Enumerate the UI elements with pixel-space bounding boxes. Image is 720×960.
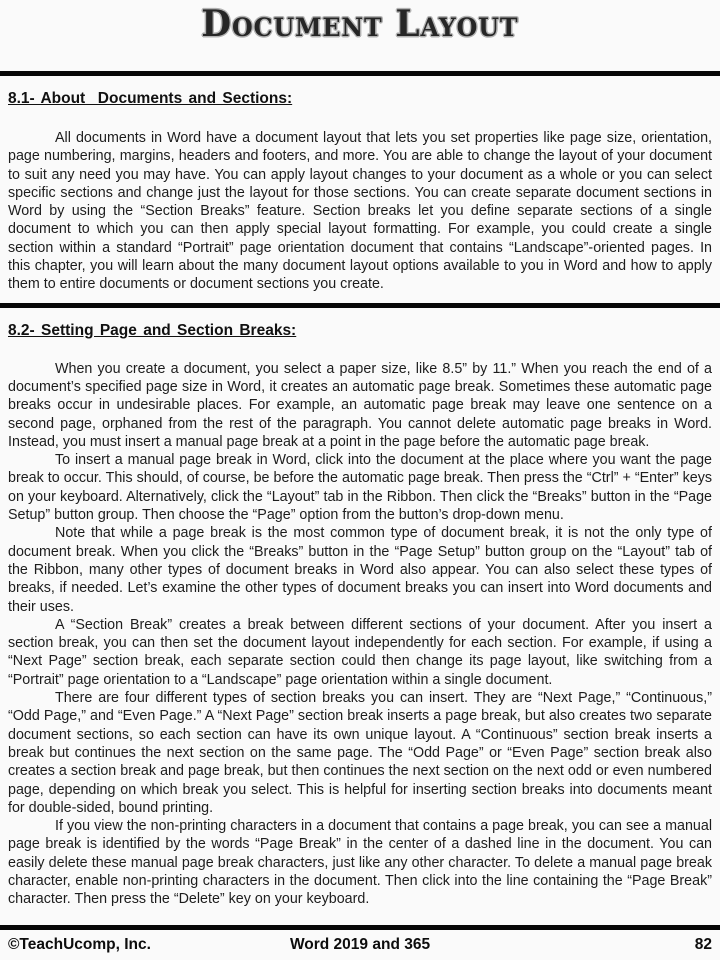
page-header: [0, 0, 720, 71]
paragraph: If you view the non-printing characters in a document that contains a page break, you can see a manual page break is identified by the words “Page Break” in the center of a dashed line in the document. You can easily delete these manual page break characters, just like any other character. To delete a manual page break character, enable non-printing characters in the document. Then click into the line containing the “Page Break” character. Then press the “Delete” key on your keyboard.: [8, 818, 712, 908]
paragraph: When you create a document, you select a paper size, like 8.5” by 11.” When you reach the end of a document’s specified page size in Word, it creates an automatic page break. Sometimes these automatic page breaks occur in undesirable places. For example, an automatic page break may leave one sentence on a second page, orphaned from the rest of the paragraph. You cannot delete automatic page breaks in Word. Instead, you must insert a manual page break at a point in the page before the automatic page break.: [8, 360, 712, 450]
paragraph: To insert a manual page break in Word, click into the document at the place where you want the page break to occur. This should, of course, be before the automatic page break. Then press the “Ctrl” + “Enter” keys on your keyboard. Alternatively, click the “Layout” tab in the Ribbon. Then click the “Breaks” button in the “Page Setup” button group. Then choose the “Page” option from the button’s drop-down menu.: [8, 452, 712, 524]
paragraph: All documents in Word have a document layout that lets you set properties like page size, orientation, page numbering, margins, headers and footers, and more. You are able to change the layout of your document to suit any need you may have. You can apply layout changes to your document as a whole or you can select specific sections and change just the layout for those sections. You can create separate document sections in Word by using the “Section Breaks” feature. Section breaks let you define separate sections of a single document to which you can then apply special layout formatting. For example, you could create a single section within a standard “Portrait” page orientation document that contains “Landscape”-oriented pages. In this chapter, you will learn about the many document layout options available to you in Word and how to apply them to entire documents or document sections you create.: [8, 130, 712, 293]
section-about-documents: [0, 71, 720, 303]
section-heading-8-2: 8.2- Setting Page and Section Breaks:: [8, 321, 297, 339]
section-divider: [0, 303, 720, 308]
paragraph: Note that while a page break is the most common type of document break, it is not the only type of document break. When you click the “Breaks” button in the “Page Setup” button group on the “Layout” tab of the Ribbon, many other types of document breaks in Word also appear. You can also select these types of breaks, if needed. Let’s examine the other types of document breaks you can insert into Word documents and their uses.: [8, 525, 712, 615]
paragraph: A “Section Break” creates a break between different sections of your document. After you insert a section break, you can then set the document layout independently for each section. For example, if using a “Next Page” section break, each separate section could then change its page layout, like switching from a “Portrait” page orientation to a “Landscape” page orientation within a single document.: [8, 616, 712, 688]
section-body-8-1: [8, 129, 712, 294]
footer-book-title: Word 2019 and 365: [289, 936, 431, 953]
page-footer: [0, 925, 720, 960]
section-heading-8-1: 8.1- About Documents and Sections:: [8, 90, 293, 107]
section-body-8-2: [8, 360, 712, 909]
section-page-section-breaks: [0, 303, 720, 909]
section-divider: [0, 71, 720, 76]
paragraph: There are four different types of section breaks you can insert. They are “Next Page,” “Continuous,” “Odd Page,” and “Even Page.” A “Next Page” section break inserts a page break, but also creates two separate document sections, so each section can have its own unique layout. A “Continuous” section break inserts a break but continues the next section on the same page. The “Odd Page” or “Even Page” section break also creates a section break and page break, but then continues the next section on the next odd or even numbered page, depending on which break you select. This is helpful for inserting section breaks into documents meant for double-sided, bound printing.: [8, 690, 712, 816]
footer-row: [0, 930, 720, 954]
footer-company: ©TeachUcomp, Inc.: [8, 936, 151, 953]
footer-page-number: 82: [694, 936, 713, 953]
page-title: Document Layout: [201, 3, 519, 45]
